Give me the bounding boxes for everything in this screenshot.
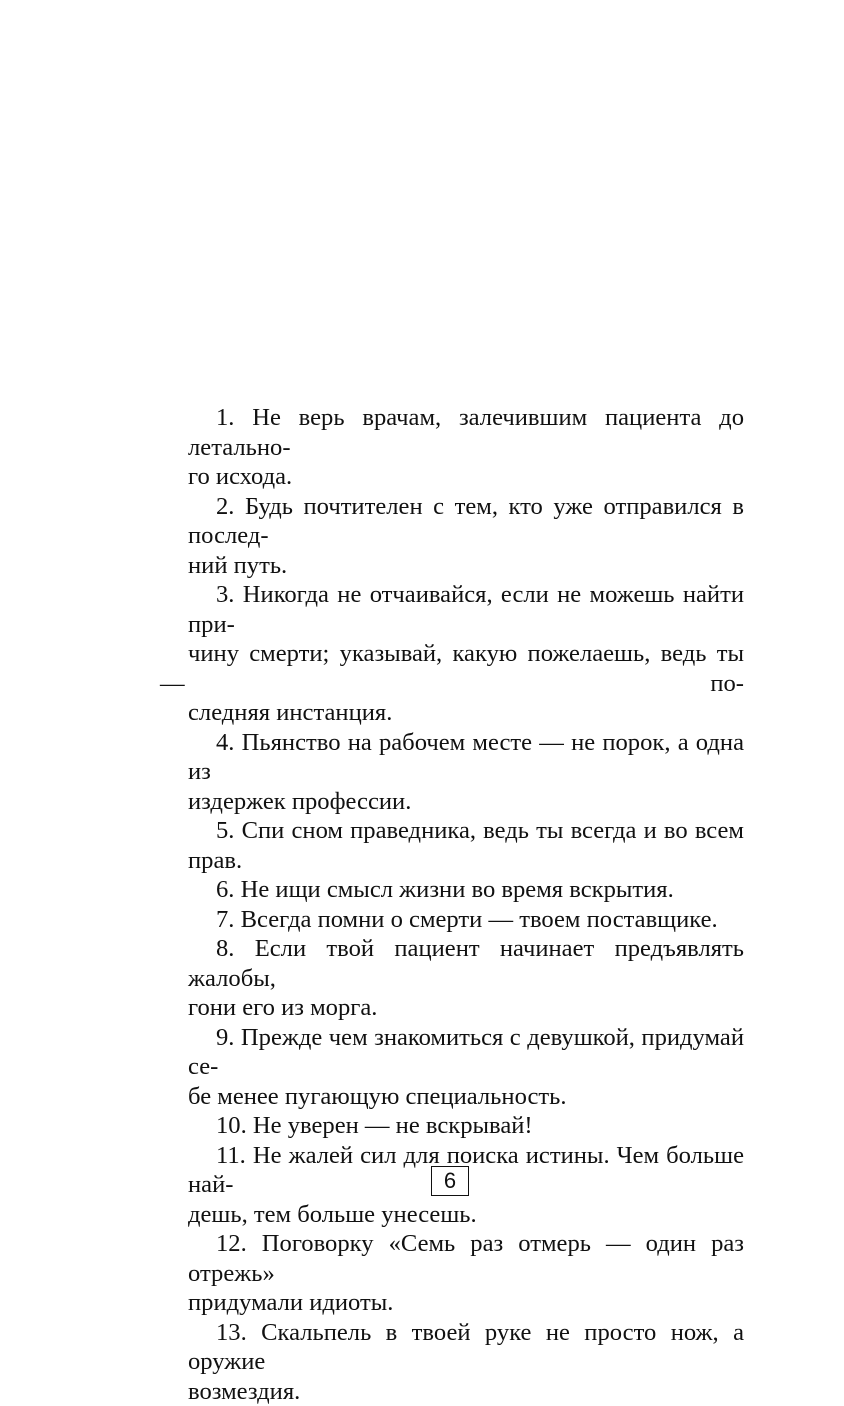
rule-line: 9. Прежде чем знакомиться с девушкой, придумай се- [160,1023,744,1082]
rule-line: бе менее пугающую специальность. [160,1082,744,1112]
rule-line: чину смерти; указывай, какую пожелаешь, ведь ты — по- [160,639,744,698]
rule-2 [160,492,744,581]
rule-line: 8. Если твой пациент начинает предъявлять жалобы, [160,934,744,993]
rule-line: издержек профессии. [160,787,744,817]
rule-line: 1. Не верь врачам, залечившим пациента до летально- [160,403,744,462]
rule-line: 5. Спи сном праведника, ведь ты всегда и во всем прав. [160,816,744,875]
rule-line: ний путь. [160,551,744,581]
rule-line: 6. Не ищи смысл жизни во время вскрытия. [160,875,744,905]
rule-line: гони его из морга. [160,993,744,1023]
rule-line: возмездия. [160,1377,744,1406]
rule-10 [160,1111,744,1141]
rule-8 [160,934,744,1023]
rule-12 [160,1229,744,1318]
rule-6 [160,875,744,905]
rule-line: следняя инстанция. [160,698,744,728]
rule-line: 3. Никогда не отчаивайся, если не можешь найти при- [160,580,744,639]
rule-4 [160,728,744,817]
rule-line: 10. Не уверен — не вскрывай! [160,1111,744,1141]
rule-line: 11. Не жалей сил для поиска истины. Чем больше най- [160,1141,744,1200]
rule-5 [160,816,744,875]
rule-7 [160,905,744,935]
rule-line: дешь, тем больше унесешь. [160,1200,744,1230]
rule-line: го исхода. [160,462,744,492]
rule-line: 13. Скальпель в твоей руке не просто нож, а оружие [160,1318,744,1377]
rule-3 [160,580,744,728]
rule-13 [160,1318,744,1406]
page-body [160,403,744,1406]
page-number: 6 [431,1166,469,1196]
rule-line: 2. Будь почтителен с тем, кто уже отправился в послед- [160,492,744,551]
rule-line: придумали идиоты. [160,1288,744,1318]
rule-9 [160,1023,744,1112]
rule-line: 4. Пьянство на рабочем месте — не порок, а одна из [160,728,744,787]
rule-1 [160,403,744,492]
rule-line: 7. Всегда помни о смерти — твоем поставщике. [160,905,744,935]
rule-line: 12. Поговорку «Семь раз отмерь — один раз отрежь» [160,1229,744,1288]
